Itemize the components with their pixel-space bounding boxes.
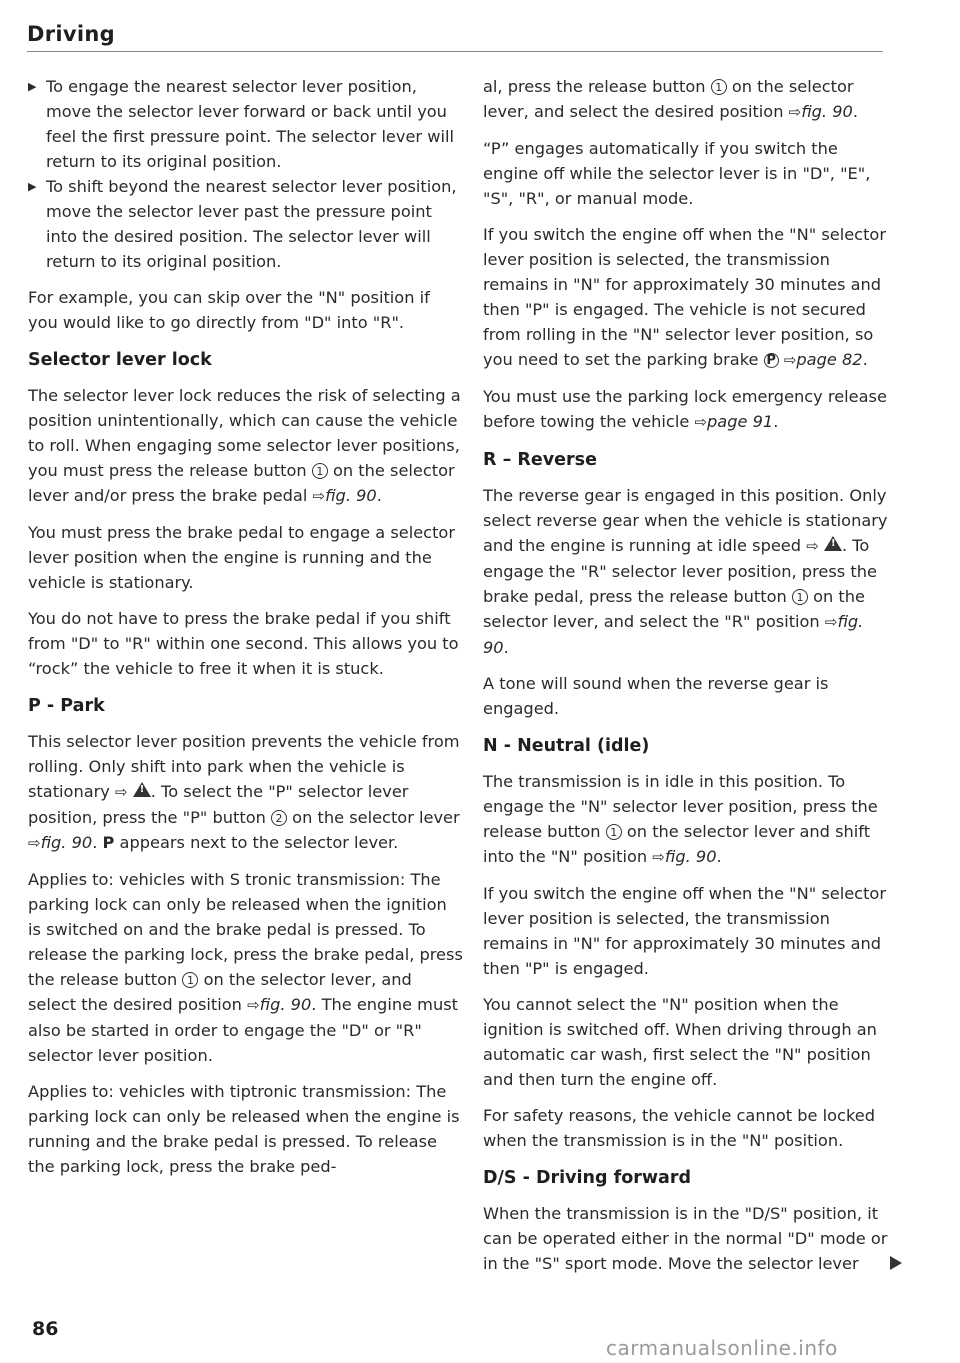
paragraph-s-tronic: Applies to: vehicles with S tronic transmission: The parking lock can only be released when the ignition is switched on and the brake pedal is pressed. To release the parking lock, press the brake pedal, press the release button 1 on the selector lever, and select the desired position ⇨fig. 90. The engine must also be started in order to engage the "D" or "R" selector lever position. [28, 870, 463, 1065]
paragraph-reverse: The reverse gear is engaged in this position. Only select reverse gear when the vehicle is stationary and the engine is running at idle speed ⇨ ! . To engage the "R" selector lever position, press the brake pedal, press the release button 1 on the selector lever, and select the "R" position ⇨fig. 90. [483, 483, 893, 660]
bullet-triangle-icon: ▶ [28, 80, 37, 93]
page-number: 86 [32, 1318, 59, 1340]
fig-90-link[interactable]: fig. 90 [664, 847, 717, 866]
paragraph-brake-pedal: You must press the brake pedal to engage a selector lever position when the engine is running and the vehicle is stationary. [28, 523, 455, 592]
paragraph-p-auto: “P” engages automatically if you switch the engine off while the selector lever is in "D", "E", "S", "R", or manual mode. [483, 139, 871, 208]
header-divider [27, 51, 883, 52]
callout-1-icon: 1 [182, 972, 198, 988]
callout-2-icon: 2 [271, 810, 287, 826]
arrow-icon: ⇨ [247, 996, 260, 1014]
arrow-icon: ⇨ [788, 103, 802, 121]
heading-drive: D/S - Driving forward [483, 1168, 692, 1188]
paragraph-cannot-select: You cannot select the "N" position when the ignition is switched off. When driving through an automatic car wash, first select the "N" position and then turn the engine off. [483, 995, 877, 1089]
callout-1-icon: 1 [606, 824, 622, 840]
bullet-engage-nearest: ▶ To engage the nearest selector lever position, move the selector lever forward or back until you feel the first pressure point. The selector lever will return to its original position. [28, 74, 464, 174]
watermark: carmanualsonline.info [606, 1336, 838, 1360]
fig-90-link[interactable]: fig. 90 [40, 833, 93, 852]
parking-brake-icon: P [764, 353, 779, 368]
page-82-link[interactable]: page 82 [796, 350, 863, 369]
paragraph-safety: For safety reasons, the vehicle cannot be locked when the transmission is in the "N" position. [483, 1106, 875, 1150]
fig-90-link[interactable]: fig. 90 [259, 995, 312, 1014]
warning-icon[interactable] [824, 536, 842, 551]
callout-1-icon: 1 [312, 463, 328, 479]
bullet-shift-beyond: ▶ To shift beyond the nearest selector lever position, move the selector lever past the pressure point into the desired position. The selector lever will return to its original position. [28, 174, 464, 274]
callout-1-icon: 1 [792, 589, 808, 605]
page-91-link[interactable]: page 91 [707, 412, 774, 431]
arrow-icon: ⇨ [806, 537, 819, 555]
paragraph-tone: A tone will sound when the reverse gear is engaged. [483, 674, 829, 718]
right-column [483, 74, 893, 1287]
heading-park: P - Park [28, 696, 105, 716]
arrow-icon: ⇨ [312, 487, 326, 505]
paragraph-neutral: The transmission is in idle in this position. To engage the "N" selector lever position, press the release button 1 on the selector lever and shift into the "N" position ⇨fig. 90. [483, 772, 878, 866]
paragraph-tiptronic: Applies to: vehicles with tiptronic transmission: The parking lock can only be released when the engine is running and the brake pedal is pressed. To release the parking lock, press the brake ped- [28, 1082, 460, 1176]
callout-1-icon: 1 [711, 79, 727, 95]
paragraph-continued: al, press the release button 1 on the selector lever, and select the desired position ⇨fig. 90. [483, 77, 858, 121]
arrow-icon: ⇨ [783, 351, 797, 369]
page-header-title: Driving [27, 22, 115, 46]
bullet-triangle-icon: ▶ [28, 180, 37, 193]
paragraph-park: This selector lever position prevents the vehicle from rolling. Only shift into park when the vehicle is stationary ⇨ ! . To select the "P" selector lever position, press the "P" button 2 on the selector lever ⇨fig. 90. P appears next to the selector lever. [28, 729, 464, 856]
arrow-icon: ⇨ [652, 848, 665, 866]
arrow-icon: ⇨ [28, 834, 41, 852]
heading-reverse: R – Reverse [483, 450, 597, 470]
fig-90-link[interactable]: fig. 90 [801, 102, 853, 121]
heading-neutral: N - Neutral (idle) [483, 736, 650, 756]
arrow-icon: ⇨ [694, 413, 708, 431]
paragraph-switch-off: If you switch the engine off when the "N" selector lever position is selected, the transmission remains in "N" for approximately 30 minutes and then "P" is engaged. The vehicle is not secured from rolling in the "N" selector lever position, so you need to set the parking brake P ⇨page 82. [483, 225, 886, 369]
paragraph-example: For example, you can skip over the "N" position if you would like to go directly from "D" into "R". [28, 288, 430, 332]
paragraph-neutral-switch: If you switch the engine off when the "N" selector lever position is selected, the transmission remains in "N" for approximately 30 minutes and then "P" is engaged. [483, 884, 886, 978]
paragraph-no-press: You do not have to press the brake pedal if you shift from "D" to "R" within one second. This allows you to “rock” the vehicle to free it when it is stuck. [28, 609, 459, 678]
warning-icon[interactable] [133, 782, 151, 797]
fig-90-link[interactable]: fig. 90 [325, 486, 377, 505]
arrow-icon: ⇨ [115, 783, 128, 801]
paragraph-drive: When the transmission is in the "D/S" position, it can be operated either in the normal "D" mode or in the "S" sport mode. Move the selector lever [483, 1204, 888, 1273]
paragraph-towing: You must use the parking lock emergency release before towing the vehicle ⇨page 91. [483, 387, 887, 431]
heading-selector-lever-lock: Selector lever lock [28, 350, 212, 370]
left-column [28, 74, 464, 1190]
paragraph-lock: The selector lever lock reduces the risk of selecting a position unintentionally, which can cause the vehicle to roll. When engaging some selector lever positions, you must press the release button 1 on the selector lever and/or press the brake pedal ⇨fig. 90. [28, 386, 461, 505]
fig-90-link[interactable]: fig. 90 [483, 612, 864, 657]
arrow-icon: ⇨ [824, 613, 838, 631]
continue-arrow-icon [890, 1256, 902, 1270]
